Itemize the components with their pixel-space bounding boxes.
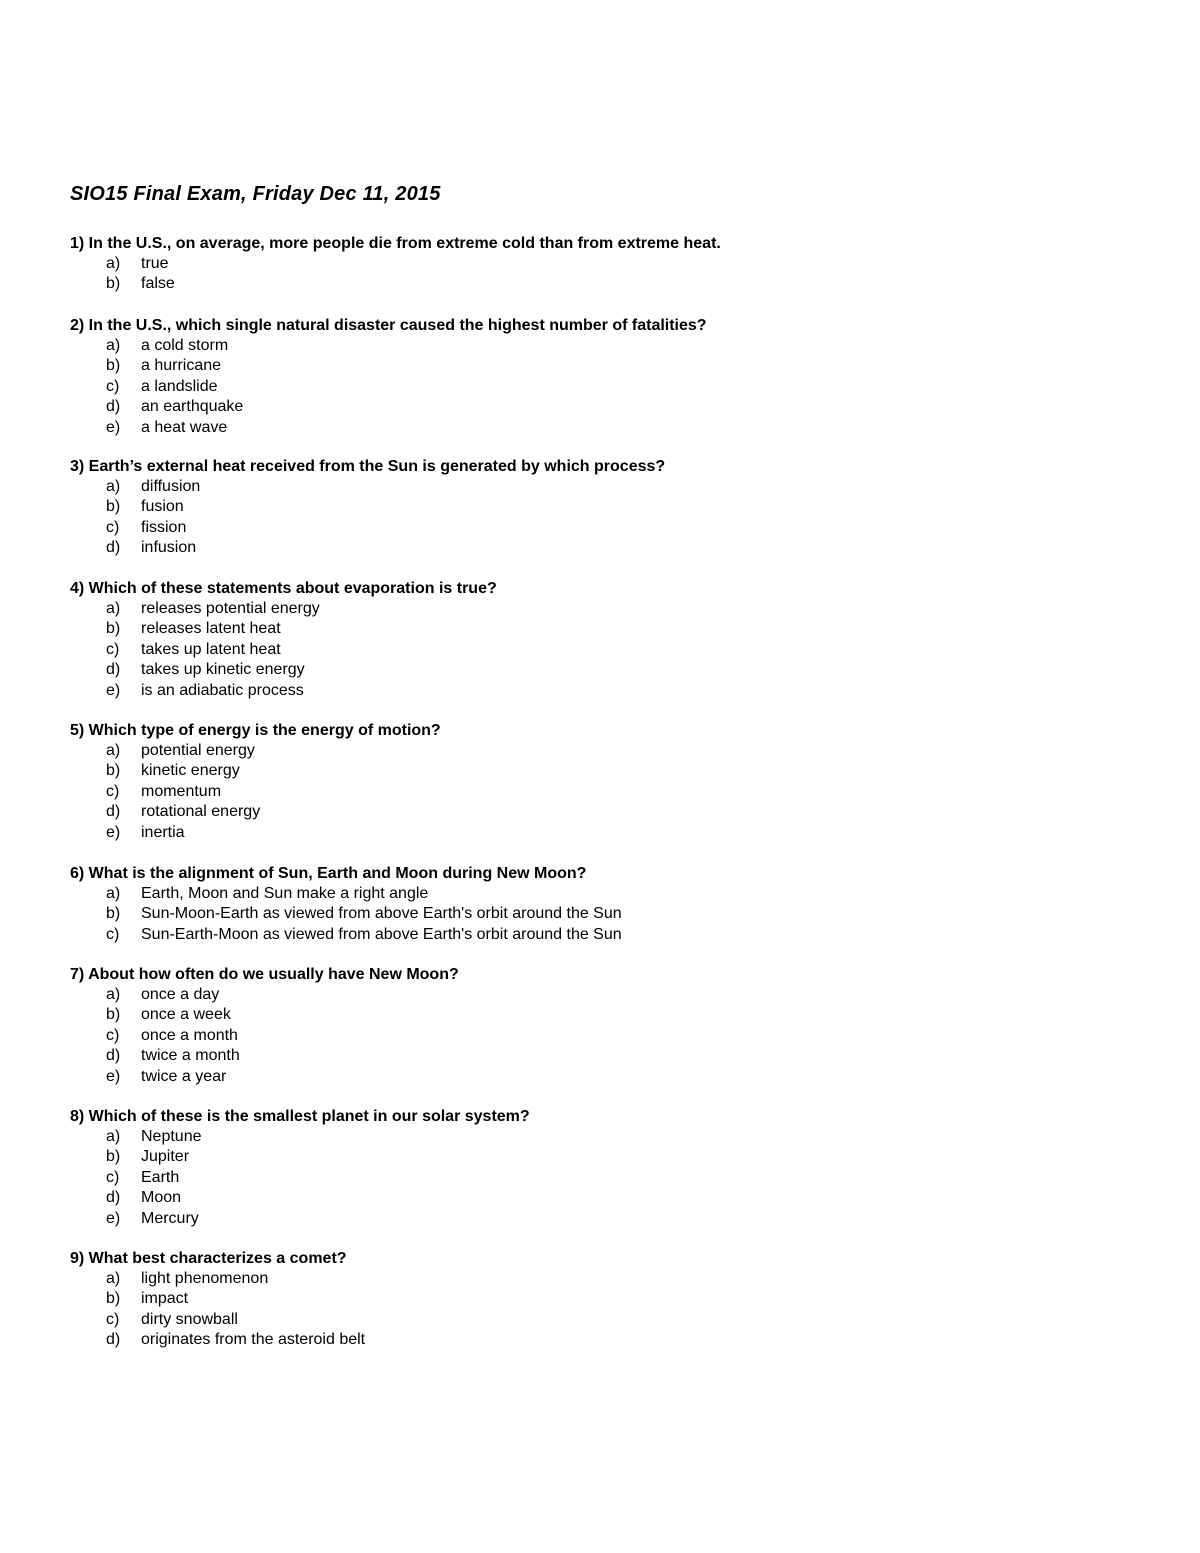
option-item	[70, 1046, 1150, 1066]
option-letter: a)	[106, 255, 121, 272]
option-letter: c)	[106, 1310, 120, 1328]
option-item	[70, 418, 1150, 438]
option-item	[70, 741, 1150, 761]
option-text: Neptune	[141, 1128, 202, 1145]
option-text: rotational energy	[141, 803, 261, 821]
question-text: 4) Which of these statements about evaporation is true?	[70, 580, 497, 597]
question-1	[70, 234, 1150, 295]
option-text: twice a year	[141, 1067, 227, 1085]
option-letter: b)	[106, 620, 121, 638]
option-letter: b)	[106, 1290, 121, 1308]
option-letter: d)	[106, 803, 121, 821]
option-letter: a)	[106, 337, 121, 354]
question-7	[70, 965, 1150, 1087]
option-letter: d)	[106, 661, 121, 679]
option-item	[70, 1289, 1150, 1309]
option-item	[70, 660, 1150, 680]
option-text: true	[141, 255, 169, 272]
option-letter: d)	[106, 1189, 121, 1207]
option-text: kinetic energy	[141, 762, 240, 780]
option-letter: a)	[106, 742, 121, 759]
option-text: dirty snowball	[141, 1310, 238, 1328]
option-text: inertia	[141, 823, 185, 841]
option-letter: e)	[106, 823, 121, 841]
option-letter: b)	[106, 1148, 121, 1166]
question-3	[70, 457, 1150, 559]
option-letter: b)	[106, 1006, 121, 1024]
option-letter: e)	[106, 1067, 121, 1085]
option-item	[70, 640, 1150, 660]
option-text: an earthquake	[141, 398, 244, 416]
option-item	[70, 356, 1150, 376]
option-item	[70, 823, 1150, 843]
question-text: 2) In the U.S., which single natural disaster caused the highest number of fatalities?	[70, 317, 707, 334]
option-item	[70, 1005, 1150, 1025]
option-letter: c)	[106, 518, 120, 536]
option-letter: a)	[106, 1128, 121, 1145]
option-letter: c)	[106, 782, 120, 800]
option-text: a cold storm	[141, 337, 229, 354]
option-text: is an adiabatic process	[141, 681, 304, 699]
option-text: a heat wave	[141, 418, 228, 436]
question-text: 3) Earth’s external heat received from the Sun is generated by which process?	[70, 458, 666, 475]
option-item	[70, 274, 1150, 294]
option-item	[70, 985, 1150, 1005]
question-6	[70, 864, 1150, 945]
option-letter: b)	[106, 905, 121, 923]
option-letter: c)	[106, 640, 120, 658]
option-letter: b)	[106, 357, 121, 375]
option-text: releases potential energy	[141, 600, 320, 617]
option-text: light phenomenon	[141, 1270, 269, 1287]
option-letter: d)	[106, 1047, 121, 1065]
option-text: takes up latent heat	[141, 640, 281, 658]
option-letter: d)	[106, 539, 121, 557]
option-text: diffusion	[141, 478, 201, 495]
option-letter: e)	[106, 418, 121, 436]
option-letter: c)	[106, 1026, 120, 1044]
option-item	[70, 1067, 1150, 1087]
option-text: Earth, Moon and Sun make a right angle	[141, 885, 429, 902]
option-item	[70, 1026, 1150, 1046]
option-text: a hurricane	[141, 357, 222, 375]
question-8	[70, 1107, 1150, 1229]
option-item	[70, 1209, 1150, 1229]
option-item	[70, 1330, 1150, 1350]
option-item	[70, 599, 1150, 619]
option-item	[70, 377, 1150, 397]
question-text: 5) Which type of energy is the energy of motion?	[70, 722, 441, 739]
option-text: impact	[141, 1290, 189, 1308]
option-letter: d)	[106, 1331, 121, 1349]
question-text: 8) Which of these is the smallest planet in our solar system?	[70, 1108, 530, 1125]
option-item	[70, 497, 1150, 517]
option-letter: a)	[106, 885, 121, 902]
option-letter: b)	[106, 762, 121, 780]
option-text: infusion	[141, 539, 197, 557]
option-text: fusion	[141, 498, 184, 516]
option-text: Sun-Moon-Earth as viewed from above Earth's orbit around the Sun	[141, 905, 622, 923]
option-item	[70, 884, 1150, 904]
option-letter: c)	[106, 1168, 120, 1186]
option-item	[70, 1127, 1150, 1147]
option-item	[70, 538, 1150, 558]
option-letter: b)	[106, 275, 121, 293]
option-item	[70, 254, 1150, 274]
option-item	[70, 925, 1150, 945]
option-letter: c)	[106, 377, 120, 395]
question-text: 7) About how often do we usually have New Moon?	[70, 966, 459, 983]
option-item	[70, 477, 1150, 497]
option-item	[70, 681, 1150, 701]
question-9	[70, 1249, 1150, 1351]
option-item	[70, 1168, 1150, 1188]
option-text: once a week	[141, 1006, 231, 1024]
option-item	[70, 904, 1150, 924]
option-letter: e)	[106, 681, 121, 699]
option-text: Earth	[141, 1168, 180, 1186]
option-text: once a day	[141, 986, 220, 1003]
option-letter: a)	[106, 600, 121, 617]
option-letter: a)	[106, 1270, 121, 1287]
option-text: potential energy	[141, 742, 255, 759]
option-item	[70, 1269, 1150, 1289]
option-text: releases latent heat	[141, 620, 281, 638]
option-text: fission	[141, 518, 187, 536]
option-item	[70, 1310, 1150, 1330]
option-text: Jupiter	[141, 1148, 190, 1166]
option-text: once a month	[141, 1026, 238, 1044]
option-item	[70, 782, 1150, 802]
option-letter: c)	[106, 925, 120, 943]
exam-title: SIO15 Final Exam, Friday Dec 11, 2015	[70, 183, 441, 205]
option-letter: d)	[106, 398, 121, 416]
question-text: 1) In the U.S., on average, more people die from extreme cold than from extreme heat.	[70, 235, 721, 252]
option-item	[70, 518, 1150, 538]
option-text: Sun-Earth-Moon as viewed from above Earth's orbit around the Sun	[141, 925, 622, 943]
option-item	[70, 1188, 1150, 1208]
option-text: momentum	[141, 782, 222, 800]
option-text: Moon	[141, 1189, 182, 1207]
question-text: 9) What best characterizes a comet?	[70, 1250, 347, 1267]
option-text: originates from the asteroid belt	[141, 1331, 366, 1349]
option-item	[70, 1147, 1150, 1167]
option-text: Mercury	[141, 1209, 199, 1227]
question-text: 6) What is the alignment of Sun, Earth and Moon during New Moon?	[70, 865, 587, 882]
option-text: false	[141, 275, 175, 293]
option-letter: a)	[106, 986, 121, 1003]
option-text: twice a month	[141, 1047, 240, 1065]
option-letter: e)	[106, 1209, 121, 1227]
option-letter: b)	[106, 498, 121, 516]
option-item	[70, 619, 1150, 639]
option-item	[70, 802, 1150, 822]
option-text: takes up kinetic energy	[141, 661, 305, 679]
question-5	[70, 721, 1150, 843]
option-letter: a)	[106, 478, 121, 495]
option-item	[70, 761, 1150, 781]
question-4	[70, 579, 1150, 701]
option-text: a landslide	[141, 377, 218, 395]
option-item	[70, 397, 1150, 417]
option-item	[70, 336, 1150, 356]
question-2	[70, 316, 1150, 438]
